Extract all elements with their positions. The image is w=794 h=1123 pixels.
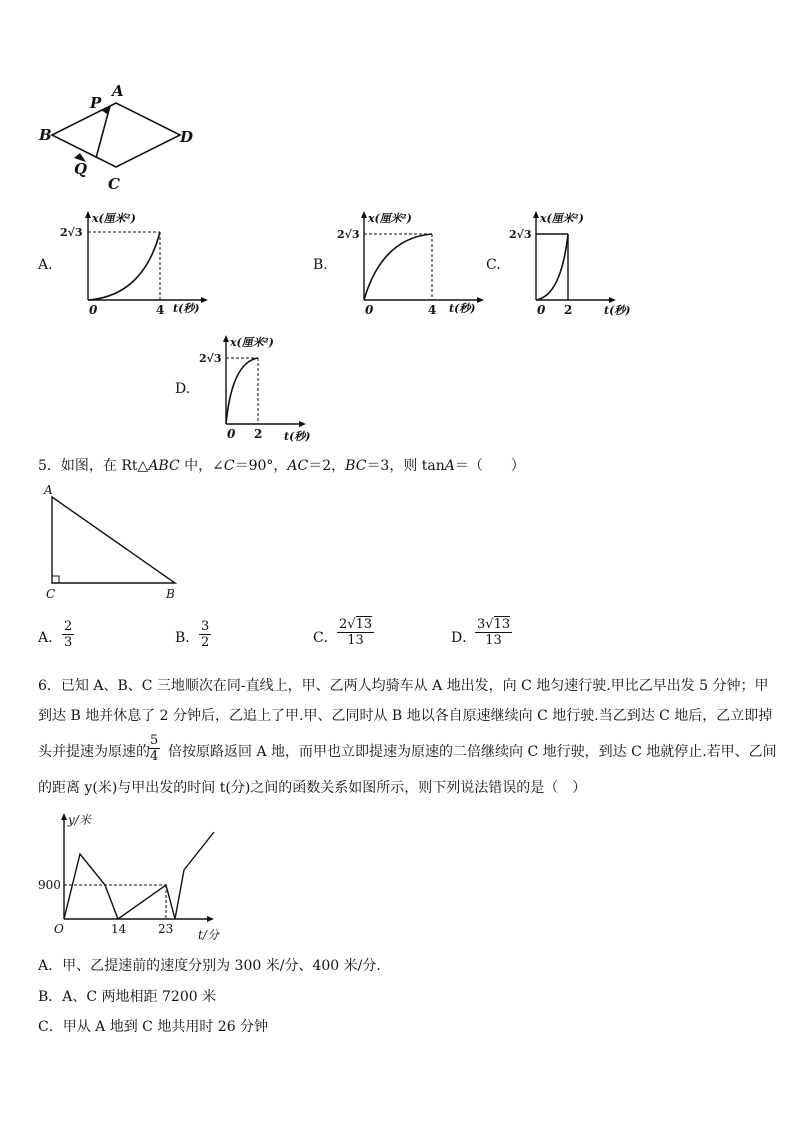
x-end: 4: [156, 303, 165, 317]
q5-option-d-letter: D．: [451, 630, 477, 646]
q4-option-d-letter: D.: [175, 381, 191, 397]
y-value: 2√3: [337, 228, 360, 241]
x-label: t(秒): [173, 302, 200, 315]
x-end: 2: [564, 303, 573, 317]
x-origin: 0: [89, 303, 98, 317]
x-origin: 0: [227, 427, 236, 441]
graph-curve: [226, 358, 258, 424]
rhombus-abcd: [52, 103, 180, 167]
y-axis-arrow: [61, 813, 67, 820]
x-axis-arrow: [299, 421, 306, 427]
label-a: A: [44, 483, 53, 497]
q4-option-d-graph: [196, 332, 331, 444]
q5-option-d-fraction: $\frac{3√13}{13}$: [477, 617, 511, 648]
x-origin: 0: [537, 303, 546, 317]
q5-option-c-letter: C．: [313, 630, 338, 646]
q6-fraction-5-4: $\frac{5}{4}$: [150, 733, 159, 764]
label-c: C: [108, 175, 120, 193]
q6-line-3: 头并提速为原速的: [38, 744, 150, 760]
q6-line-3-after: 倍按原路返回 A 地，而甲也立即提速为原速的二倍继续向 C 地行驶，到达 C 地就停止.若甲、乙间: [168, 744, 777, 760]
q4-option-c-graph: [506, 208, 641, 318]
q5-triangle-figure: [38, 482, 188, 604]
x-origin: 0: [365, 303, 374, 317]
graph-curve: [536, 234, 568, 300]
q6-line-4: 的距离 y(米)与甲出发的时间 t(分)之间的函数关系如图所示，则下列说法错误的是（ ）: [38, 780, 587, 796]
label-a: A: [112, 82, 124, 100]
q6-line-1: 6．已知 A、B、C 三地顺次在同-直线上，甲、乙两人均骑车从 A 地出发，向 C 地匀速行驶.甲比乙早出发 5 分钟；甲: [38, 678, 769, 694]
q6-distance-graph: [38, 808, 228, 944]
q5-option-a-letter: A．: [38, 630, 63, 646]
label-b: B: [166, 587, 175, 601]
rhombus-figure: [30, 78, 210, 198]
label-d: D: [180, 128, 194, 146]
x-tick-14: 14: [111, 922, 127, 936]
y-label: y/米: [68, 813, 91, 827]
q5-stem: 5．如图，在 Rt△ABC 中，∠C＝90°，AC＝2，BC＝3，则 tanA＝（ ）: [38, 458, 525, 474]
x-label: t(秒): [604, 304, 631, 317]
q5-option-b-letter: B．: [175, 630, 200, 646]
y-label: x(厘米²): [92, 212, 136, 225]
q4-option-a-letter: A.: [38, 257, 53, 273]
origin-label: O: [54, 922, 64, 936]
q6-option-c: C．甲从 A 地到 C 地共用时 26 分钟: [38, 1019, 269, 1035]
graph-curve: [88, 232, 160, 300]
q5-option-b-fraction: $\frac{3}{2}$: [201, 619, 210, 650]
y-axis-arrow: [533, 211, 539, 218]
y-axis-arrow: [85, 211, 91, 218]
x-axis-arrow: [477, 297, 484, 303]
q6-option-b: B．A、C 两地相距 7200 米: [38, 989, 217, 1005]
y-value: 2√3: [60, 226, 83, 239]
label-b: B: [39, 126, 52, 144]
x-axis-arrow: [207, 916, 214, 922]
x-label: t(秒): [449, 302, 476, 315]
q5-number: 5．: [38, 458, 61, 474]
y-value: 2√3: [199, 352, 222, 365]
distance-polyline: [64, 832, 214, 919]
label-p: P: [90, 94, 102, 112]
y-label: x(厘米²): [540, 212, 584, 225]
y-axis-arrow: [223, 335, 229, 342]
graph-curve: [364, 234, 432, 300]
x-label: t(秒): [284, 430, 311, 443]
q4-option-a-graph: [58, 208, 218, 318]
q4-option-c-letter: C.: [486, 257, 501, 273]
x-end: 2: [254, 427, 263, 441]
label-c: C: [46, 587, 56, 601]
x-axis-arrow: [609, 297, 616, 303]
q5-option-a-fraction: $\frac{2}{3}$: [64, 619, 73, 650]
q5-option-c-fraction: $\frac{2√13}{13}$: [339, 617, 373, 648]
right-angle-mark: [52, 576, 59, 583]
x-tick-23: 23: [158, 922, 174, 936]
q6-option-a: A．甲、乙提速前的速度分别为 300 米/分、400 米/分.: [38, 958, 381, 974]
y-tick-900: 900: [38, 878, 61, 892]
segment-pq: [96, 106, 110, 158]
y-axis-arrow: [361, 211, 367, 218]
q4-option-b-letter: B.: [313, 257, 328, 273]
q6-line-2: 到达 B 地并休息了 2 分钟后，乙追上了甲.甲、乙同时从 B 地以各自原速继续向 C 地行驶.当乙到达 C 地后，乙立即掉: [38, 708, 773, 724]
y-value: 2√3: [509, 228, 532, 241]
x-label: t/分: [198, 928, 219, 942]
triangle-abc: [52, 497, 175, 583]
y-label: x(厘米²): [230, 336, 274, 349]
y-label: x(厘米²): [368, 212, 412, 225]
x-end: 4: [428, 303, 437, 317]
x-axis-arrow: [201, 297, 208, 303]
q4-option-b-graph: [334, 208, 494, 318]
label-q: Q: [74, 160, 88, 178]
